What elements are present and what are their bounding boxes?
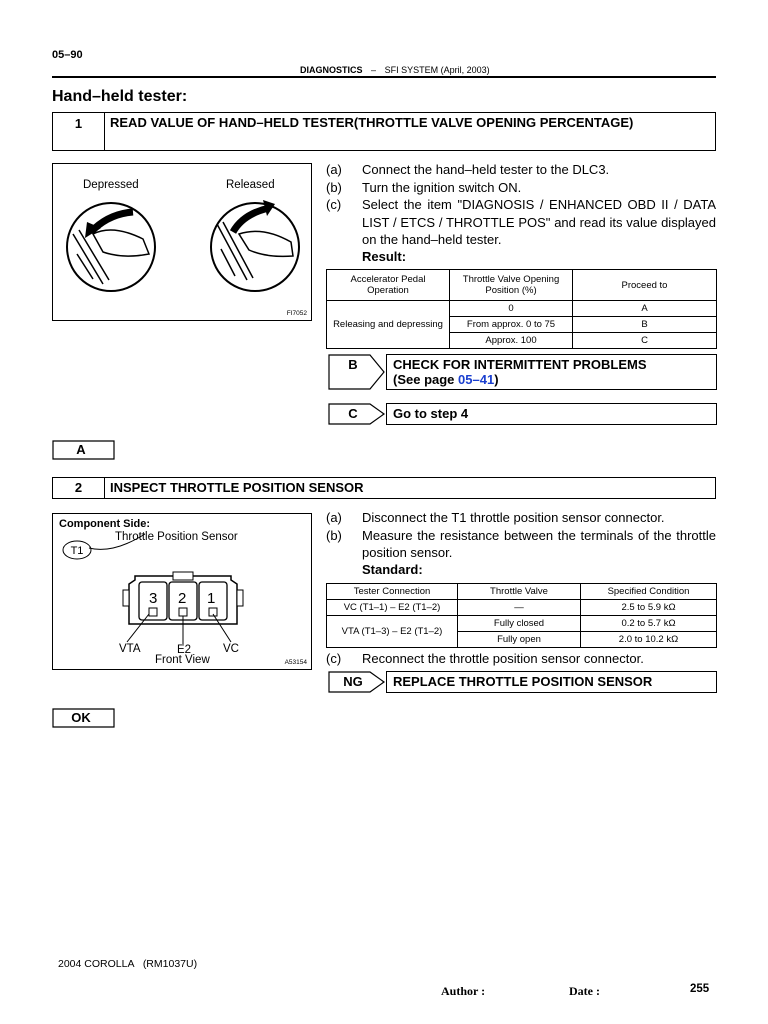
- item-text: Measure the resistance between the terminals of the throttle position sensor.: [362, 527, 716, 560]
- doc-number: (RM1037U): [142, 958, 198, 970]
- step-2-title: INSPECT THROTTLE POSITION SENSOR: [110, 480, 364, 495]
- pin-name: VTA: [119, 643, 141, 655]
- item-label: (a): [326, 162, 342, 177]
- see-page-close: ): [494, 372, 499, 387]
- pin-number: 1: [207, 590, 216, 607]
- outcome-b: [328, 354, 717, 390]
- outcome-tag: [328, 403, 384, 425]
- standard-label: Standard:: [362, 562, 423, 577]
- connector-label: T1: [70, 545, 84, 557]
- standard-table: [326, 583, 717, 648]
- table-header: Tester Connection: [327, 584, 458, 600]
- see-page-text: (See page: [393, 372, 459, 387]
- pedal-figure: [52, 163, 312, 321]
- page-heading: Hand–held tester:: [52, 88, 188, 105]
- pin-number: 2: [178, 590, 187, 607]
- table-cell: A: [573, 301, 717, 317]
- released-label: Released: [226, 179, 275, 191]
- step-1-box: [52, 112, 716, 151]
- next-a-arrow: [52, 440, 114, 460]
- next-label: OK: [71, 710, 91, 725]
- item-label: (b): [326, 179, 342, 195]
- page-link[interactable]: 05–41: [458, 372, 495, 387]
- pin-name: E2: [177, 644, 192, 656]
- subsection-name: SFI SYSTEM (April, 2003): [384, 65, 490, 75]
- next-ok-arrow: [52, 708, 114, 728]
- item-label: (b): [326, 527, 342, 543]
- table-cell: Fully open: [458, 632, 581, 648]
- section-name: DIAGNOSTICS: [300, 65, 363, 75]
- pin-name: VC: [223, 643, 239, 655]
- table-cell: Releasing and depressing: [327, 301, 450, 349]
- item-text: Select the item "DIAGNOSIS / ENHANCED OBD II / DATA LIST / ETCS / THROTTLE POS" and read its value displayed on the hand–held tester.: [362, 197, 716, 247]
- item-text: Turn the ignition switch ON.: [362, 179, 522, 195]
- table-cell: Fully closed: [458, 616, 581, 632]
- sensor-figure: [52, 513, 312, 670]
- page-number: 255: [690, 983, 710, 995]
- table-cell: B: [573, 317, 717, 333]
- table-cell: From approx. 0 to 75: [450, 317, 573, 333]
- header-dash: –: [371, 65, 377, 75]
- outcome-tag-label: C: [348, 406, 358, 421]
- header-rule: [52, 76, 716, 78]
- pin-number: 3: [149, 590, 158, 607]
- page-code: 05–90: [52, 49, 83, 61]
- outcome-tag: [328, 354, 384, 390]
- step-2-box: [52, 477, 716, 499]
- table-cell: C: [573, 333, 717, 349]
- running-header: [300, 65, 490, 75]
- pedal-illustration: [63, 194, 303, 304]
- table-header: Accelerator Pedal Operation: [327, 270, 450, 301]
- author-label: Author :: [441, 984, 486, 998]
- table-cell: 2.0 to 10.2 kΩ: [581, 632, 717, 648]
- step-2-number: 2: [53, 478, 105, 498]
- table-header: Proceed to: [573, 270, 717, 301]
- component-side-label: Component Side:: [59, 518, 151, 530]
- table-cell: 0: [450, 301, 573, 317]
- outcome-tag: [328, 671, 384, 693]
- item-label: (a): [326, 510, 342, 525]
- outcome-tag-label: B: [348, 357, 358, 372]
- table-cell: VC (T1–1) – E2 (T1–2): [327, 600, 458, 616]
- table-cell: —: [458, 600, 581, 616]
- table-header: Throttle Valve Opening Position (%): [450, 270, 573, 301]
- outcome-message: Go to step 4: [386, 403, 717, 425]
- view-label: Front View: [155, 654, 210, 666]
- table-header: Throttle Valve: [458, 584, 581, 600]
- model-name: 2004 COROLLA: [58, 958, 134, 970]
- step-2-instructions: [326, 509, 716, 569]
- outcome-line: [393, 372, 710, 387]
- result-label: Result:: [362, 249, 407, 264]
- step-1-number: 1: [53, 113, 105, 150]
- table-cell: 2.5 to 5.9 kΩ: [581, 600, 717, 616]
- outcome-message: [386, 354, 717, 390]
- table-cell: 0.2 to 5.7 kΩ: [581, 616, 717, 632]
- table-cell: VTA (T1–3) – E2 (T1–2): [327, 616, 458, 648]
- item-text: Disconnect the T1 throttle position sensor connector.: [362, 510, 665, 525]
- result-table: [326, 269, 717, 349]
- depressed-label: Depressed: [83, 179, 139, 191]
- step-2-item-c: [326, 650, 716, 668]
- item-text: Reconnect the throttle position sensor connector.: [362, 651, 644, 666]
- footer-model: [58, 958, 197, 970]
- sensor-name: Throttle Position Sensor: [115, 531, 238, 543]
- date-label: Date :: [569, 984, 600, 998]
- figure-code: A53154: [284, 659, 307, 666]
- item-text: Connect the hand–held tester to the DLC3.: [362, 162, 610, 177]
- item-label: (c): [326, 651, 342, 666]
- next-label: A: [76, 442, 86, 457]
- step-1-title: READ VALUE OF HAND–HELD TESTER(THROTTLE VALVE OPENING PERCENTAGE): [110, 115, 634, 130]
- table-header: Specified Condition: [581, 584, 717, 600]
- outcome-line: CHECK FOR INTERMITTENT PROBLEMS: [393, 357, 647, 372]
- outcome-message: REPLACE THROTTLE POSITION SENSOR: [386, 671, 717, 693]
- outcome-c: [328, 403, 717, 425]
- figure-code: FI7052: [286, 310, 307, 317]
- step-1-instructions: [326, 161, 716, 261]
- outcome-ng: [328, 671, 717, 693]
- table-cell: Approx. 100: [450, 333, 573, 349]
- outcome-tag-label: NG: [343, 674, 363, 689]
- item-label: (c): [326, 197, 342, 212]
